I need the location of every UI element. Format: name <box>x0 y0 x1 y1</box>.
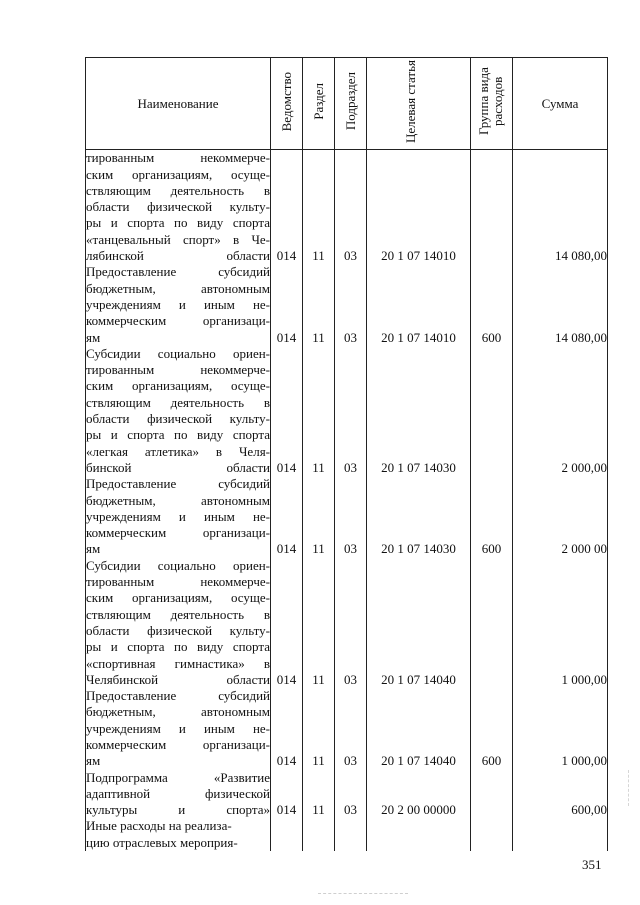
header-razdel: Раздел <box>303 58 335 150</box>
cell-summa <box>513 818 608 851</box>
cell-podrazdel: 03 <box>335 264 367 345</box>
cell-razdel: 11 <box>303 688 335 769</box>
cell-vedomstvo <box>271 818 303 851</box>
cell-name: Предоставление субсидий бюджетным, автономным учреждениям и иным не- коммерческим организаци- ям <box>86 688 270 769</box>
cell-gruppa <box>471 150 513 265</box>
header-summa: Сумма <box>513 58 608 150</box>
cell-gruppa: 600 <box>471 476 513 557</box>
cell-podrazdel: 03 <box>335 476 367 557</box>
cell-name: Подпрограмма «Развитие адаптивной физической культуры и спорта» <box>86 769 270 818</box>
cell-name: Предоставление субсидий бюджетным, автономным учреждениям и иным не- коммерческим организаци- ям <box>86 264 270 345</box>
cell-razdel <box>303 818 335 851</box>
cell-vedomstvo: 014 <box>271 346 303 476</box>
cell-gruppa <box>471 558 513 688</box>
cell-celevaya-statya: 20 1 07 14040 <box>367 558 471 688</box>
cell-gruppa: 600 <box>471 688 513 769</box>
cell-podrazdel <box>335 818 367 851</box>
cell-vedomstvo: 014 <box>271 770 303 819</box>
scan-artifact-bottom <box>318 893 408 896</box>
cell-summa: 2 000,00 <box>513 346 608 476</box>
table-row <box>86 818 608 851</box>
table-row <box>86 476 608 557</box>
cell-name: Субсидии социально ориен- тированным некоммерче- ским организациям, осуще- ствляющим деятельность в области физической культу- ры и спорта по виду спорта «легкая атлетика» в Челя- бинской области <box>86 345 270 475</box>
cell-celevaya-statya: 20 2 00 00000 <box>367 770 471 819</box>
table-row <box>86 688 608 769</box>
cell-summa: 2 000 00 <box>513 476 608 557</box>
cell-celevaya-statya: 20 1 07 14040 <box>367 688 471 769</box>
header-name: Наименование <box>86 58 271 150</box>
cell-podrazdel: 03 <box>335 150 367 265</box>
page-number: 351 <box>582 857 602 872</box>
cell-name: Субсидии социально ориен- тированным некоммерче- ским организациям, осуще- ствляющим деятельность в области физической культу- ры и спорта по виду спорта «спортивная гимнастика» в Челябинской области <box>86 557 270 687</box>
cell-razdel: 11 <box>303 346 335 476</box>
cell-razdel: 11 <box>303 770 335 819</box>
table-row <box>86 558 608 688</box>
cell-celevaya-statya <box>367 818 471 851</box>
cell-gruppa: 600 <box>471 264 513 345</box>
cell-vedomstvo: 014 <box>271 264 303 345</box>
cell-razdel: 11 <box>303 476 335 557</box>
cell-vedomstvo: 014 <box>271 558 303 688</box>
cell-summa: 600,00 <box>513 770 608 819</box>
header-vedomstvo: Ведомство <box>271 58 303 150</box>
table-row <box>86 770 608 819</box>
cell-celevaya-statya: 20 1 07 14030 <box>367 346 471 476</box>
cell-podrazdel: 03 <box>335 558 367 688</box>
cell-podrazdel: 03 <box>335 688 367 769</box>
cell-razdel: 11 <box>303 264 335 345</box>
cell-summa: 14 080,00 <box>513 264 608 345</box>
table-row <box>86 264 608 345</box>
cell-gruppa <box>471 770 513 819</box>
table-row <box>86 346 608 476</box>
cell-summa: 14 080,00 <box>513 150 608 265</box>
table-header-row <box>86 58 608 150</box>
header-podrazdel: Подраздел <box>335 58 367 150</box>
cell-name: Иные расходы на реализа- цию отраслевых мероприя- <box>86 818 271 851</box>
cell-vedomstvo: 014 <box>271 150 303 265</box>
cell-vedomstvo: 014 <box>271 476 303 557</box>
cell-name: Предоставление субсидий бюджетным, автономным учреждениям и иным не- коммерческим организаци- ям <box>86 476 270 557</box>
scan-artifact-right <box>628 770 630 806</box>
cell-celevaya-statya: 20 1 07 14030 <box>367 476 471 557</box>
cell-summa: 1 000,00 <box>513 558 608 688</box>
cell-razdel: 11 <box>303 558 335 688</box>
cell-celevaya-statya: 20 1 07 14010 <box>367 150 471 265</box>
cell-celevaya-statya: 20 1 07 14010 <box>367 264 471 345</box>
header-gruppa-vida-rashodov: Группа вида расходов <box>471 58 513 150</box>
header-celevaya-statya: Целевая статья <box>367 58 471 150</box>
cell-podrazdel: 03 <box>335 346 367 476</box>
cell-gruppa <box>471 346 513 476</box>
cell-razdel: 11 <box>303 150 335 265</box>
cell-gruppa <box>471 818 513 851</box>
budget-table <box>85 57 608 851</box>
table-row <box>86 150 608 265</box>
cell-summa: 1 000,00 <box>513 688 608 769</box>
cell-podrazdel: 03 <box>335 770 367 819</box>
cell-vedomstvo: 014 <box>271 688 303 769</box>
cell-name: тированным некоммерче- ским организациям, осуще- ствляющим деятельность в области физической культу- ры и спорта по виду спорта «танцевальный спорт» в Че- лябинской области <box>86 150 270 264</box>
